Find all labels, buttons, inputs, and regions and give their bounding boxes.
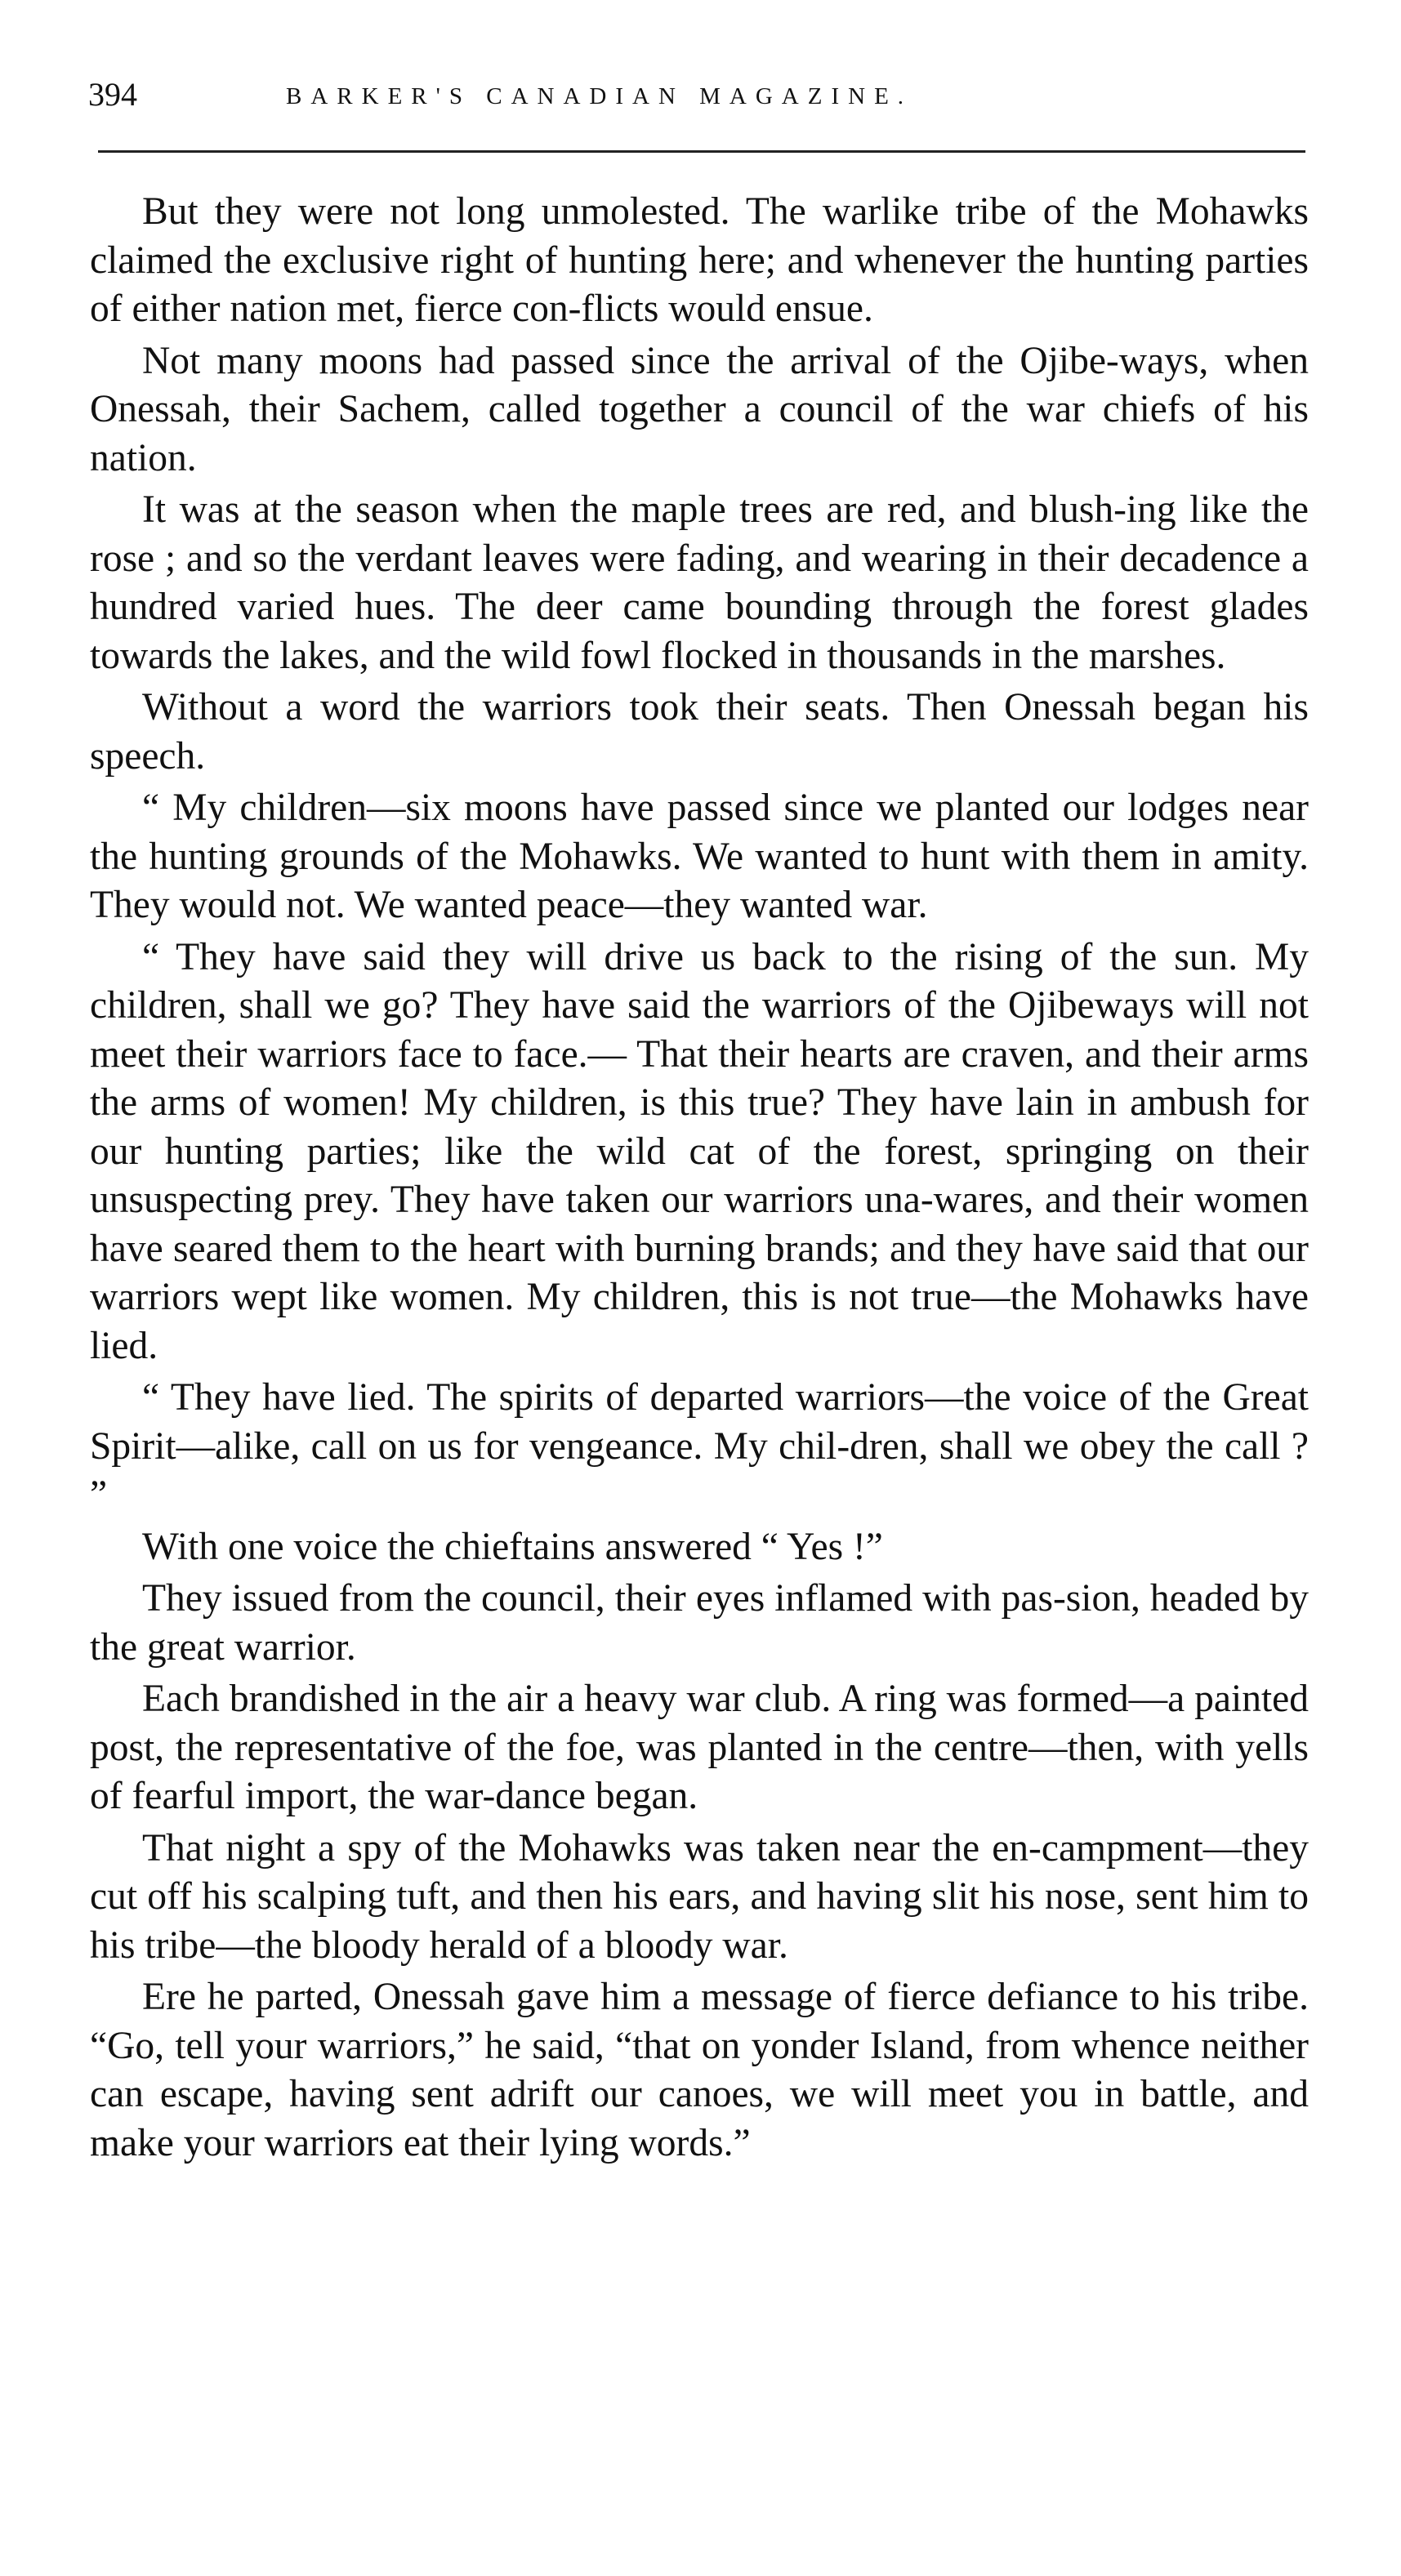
paragraph: “ They have said they will drive us back to the rising of the sun. My children, shall we go? They have said the warriors of the Ojibeways will not meet their warriors face to face.— That their hearts are craven, and their arms the arms of women! My children, is this true? They have lain in ambush for our hunting parties; like the wild cat of the forest, springing on their unsuspecting prey. They have taken our warriors una-wares, and their women have seared them to the heart with burning brands; and they have said that our warriors wept like women. My children, this is not true—the Mohawks have lied. [90,935,1309,1367]
paragraph: Without a word the warriors took their seats. Then Onessah began his speech. [90,686,1309,778]
paragraph: That night a spy of the Mohawks was taken near the en-campment—they cut off his scalping tuft, and then his ears, and having slit his nose, sent him to his tribe—the bloody herald of a bloody war. [90,1826,1309,1967]
paragraph: They issued from the council, their eyes inflamed with pas-sion, headed by the great warrior. [90,1577,1309,1669]
page-number: 394 [88,76,137,113]
paragraph: But they were not long unmolested. The warlike tribe of the Mohawks claimed the exclusive right of hunting here; and whenever the hunting parties of either nation met, fierce con-flicts would ensue. [90,190,1309,330]
paragraph: Each brandished in the air a heavy war club. A ring was formed—a painted post, the representative of the foe, was planted in the centre—then, with yells of fearful import, the war-dance began. [90,1678,1309,1817]
running-head [88,70,1314,119]
paragraph: With one voice the chieftains answered “ Yes !” [142,1525,883,1568]
running-title: BARKER'S CANADIAN MAGAZINE. [286,83,913,109]
paragraph: “ They have lied. The spirits of departed warriors—the voice of the Great Spirit—alike, call on us for vengeance. My chil-dren, shall we obey the call ? ” [90,1376,1309,1516]
header-rule [98,150,1305,153]
paragraph: Ere he parted, Onessah gave him a message of fierce defiance to his tribe. “Go, tell your warriors,” he said, “that on yonder Island, from whence neither can escape, having sent adrift our canoes, we will meet you in battle, and make your warriors eat their lying words.” [90,1976,1309,2164]
paragraph: “ My children—six moons have passed since we planted our lodges near the hunting grounds of the Mohawks. We wanted to hunt with them in amity. They would not. We wanted peace—they wanted war. [90,787,1309,926]
paragraph: It was at the season when the maple trees are red, and blush-ing like the rose ; and so the verdant leaves were fading, and wearing in their decadence a hundred varied hues. The deer came bounding through the forest glades towards the lakes, and the wild fowl flocked in thousands in the marshes. [90,488,1309,677]
paragraph: Not many moons had passed since the arrival of the Ojibe-ways, when Onessah, their Sachem, called together a council of the war chiefs of his nation. [90,339,1309,479]
article-body [90,188,1309,2171]
